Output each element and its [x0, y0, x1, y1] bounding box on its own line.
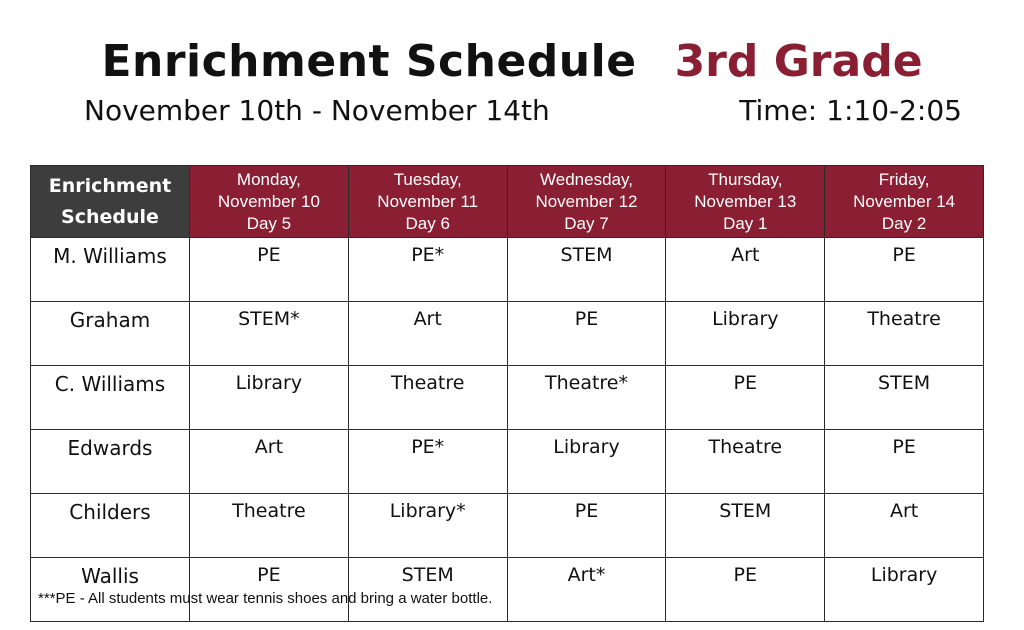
schedule-cell: Art: [825, 494, 984, 558]
table-corner-header: [31, 166, 190, 238]
schedule-cell: Art: [666, 238, 825, 302]
time-label: Time: 1:10-2:05: [739, 94, 962, 127]
day-number: Day 7: [564, 213, 609, 233]
schedule-cell: Library: [666, 302, 825, 366]
table-row: [31, 366, 984, 430]
schedule-cell: Theatre*: [507, 366, 666, 430]
day-number: Day 2: [881, 213, 927, 233]
schedule-cell: Theatre: [666, 430, 825, 494]
corner-line-2: Schedule: [61, 205, 159, 228]
table-row: [31, 302, 984, 366]
schedule-cell: Library*: [348, 494, 507, 558]
table-row: [31, 494, 984, 558]
schedule-cell: Art: [348, 302, 507, 366]
title-row: [0, 36, 1024, 87]
teacher-name: Childers: [31, 494, 190, 558]
day-date: November 11: [377, 191, 479, 211]
schedule-cell: Art: [190, 430, 349, 494]
day-header-wednesday: [507, 166, 666, 238]
schedule-cell: PE: [507, 302, 666, 366]
schedule-cell: PE: [190, 558, 349, 622]
day-header-monday: [190, 166, 349, 238]
day-weekday: Thursday,: [708, 169, 783, 189]
teacher-name: Edwards: [31, 430, 190, 494]
day-weekday: Friday,: [878, 169, 930, 189]
date-range: November 10th - November 14th: [84, 94, 550, 127]
corner-line-1: Enrichment: [48, 174, 172, 197]
table-row: [31, 238, 984, 302]
teacher-name: Graham: [31, 302, 190, 366]
schedule-cell: PE: [190, 238, 349, 302]
teacher-name: M. Williams: [31, 238, 190, 302]
schedule-table: [30, 165, 984, 622]
schedule-cell: STEM*: [190, 302, 349, 366]
schedule-cell: Theatre: [348, 366, 507, 430]
schedule-cell: STEM: [825, 366, 984, 430]
day-date: November 13: [694, 191, 797, 211]
schedule-cell: Library: [825, 558, 984, 622]
schedule-cell: STEM: [666, 494, 825, 558]
schedule-cell: PE: [666, 366, 825, 430]
day-weekday: Wednesday,: [540, 169, 633, 189]
day-weekday: Tuesday,: [393, 169, 462, 189]
schedule-cell: PE: [825, 430, 984, 494]
day-weekday: Monday,: [236, 169, 301, 189]
day-date: November 12: [535, 191, 638, 211]
day-date: November 10: [217, 191, 320, 211]
schedule-cell: PE*: [348, 430, 507, 494]
header-row: [31, 166, 984, 238]
day-header-tuesday: [348, 166, 507, 238]
schedule-cell: PE: [825, 238, 984, 302]
schedule-cell: Theatre: [190, 494, 349, 558]
teacher-name: C. Williams: [31, 366, 190, 430]
schedule-cell: PE: [666, 558, 825, 622]
schedule-cell: Library: [507, 430, 666, 494]
day-number: Day 1: [723, 213, 768, 233]
day-header-thursday: [666, 166, 825, 238]
table-row: [31, 430, 984, 494]
grade-label: 3rd Grade: [674, 36, 923, 87]
footnote: ***PE - All students must wear tennis shoes and bring a water bottle.: [38, 590, 493, 607]
schedule-cell: STEM: [348, 558, 507, 622]
schedule-cell: Art*: [507, 558, 666, 622]
day-date: November 14: [853, 191, 956, 211]
schedule-cell: PE*: [348, 238, 507, 302]
teacher-name: Wallis: [31, 558, 190, 622]
day-number: Day 5: [246, 213, 292, 233]
schedule-cell: Theatre: [825, 302, 984, 366]
day-header-friday: [825, 166, 984, 238]
page-title: Enrichment Schedule: [101, 36, 637, 87]
schedule-cell: PE: [507, 494, 666, 558]
day-number: Day 6: [405, 213, 450, 233]
schedule-cell: STEM: [507, 238, 666, 302]
schedule-cell: Library: [190, 366, 349, 430]
